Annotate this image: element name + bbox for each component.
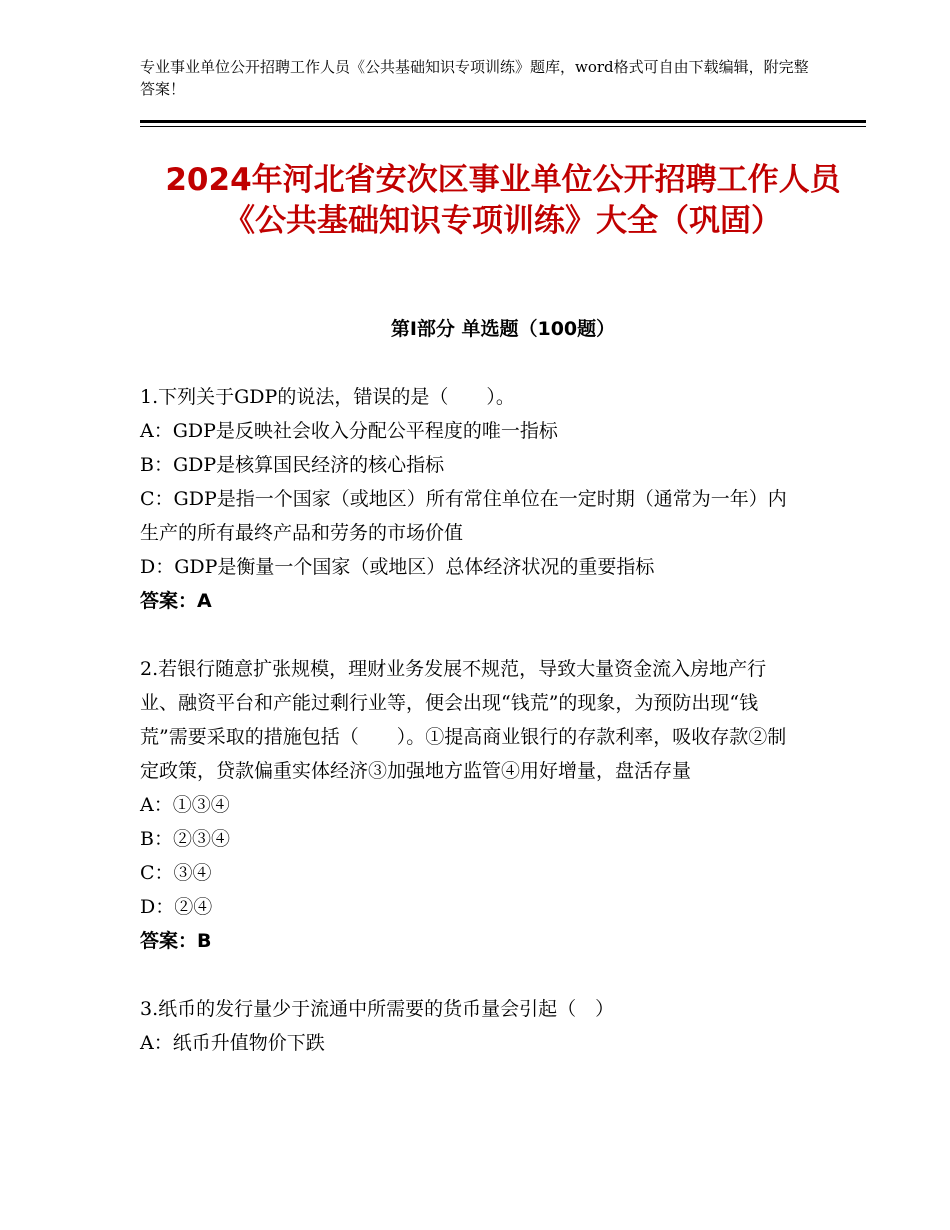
option-a: A：①③④ <box>140 794 230 816</box>
option-a: A：纸币升值物价下跌 <box>140 1032 325 1054</box>
document-title: 2024年河北省安次区事业单位公开招聘工作人员《公共基础知识专项训练》大全（巩固） <box>165 162 841 239</box>
question-3 <box>140 992 800 1060</box>
section-heading: 第Ⅰ部分 单选题（100题） <box>390 318 616 340</box>
header-rule-thick <box>140 120 866 123</box>
question-list <box>140 380 800 1094</box>
question-stem: 1.下列关于GDP的说法，错误的是（ ）。 <box>140 386 515 408</box>
question-1 <box>140 380 800 618</box>
option-c: C：GDP是指一个国家（或地区）所有常住单位在一定时期（通常为一年）内生产的所有最终产品和劳务的市场价值 <box>140 488 787 544</box>
option-b: B：②③④ <box>140 828 230 850</box>
option-d: D：GDP是衡量一个国家（或地区）总体经济状况的重要指标 <box>140 556 655 578</box>
question-2 <box>140 652 800 958</box>
answer-line: 答案：A <box>140 590 212 612</box>
question-stem: 2.若银行随意扩张规模，理财业务发展不规范，导致大量资金流入房地产行业、融资平台和产能过剩行业等，便会出现“钱荒”的现象，为预防出现“钱荒”需要采取的措施包括（ ）。①提高商业银行的存款利率，吸收存款②制定政策，贷款偏重实体经济③加强地方监管④用好增量，盘活存量 <box>140 658 787 782</box>
option-a: A：GDP是反映社会收入分配公平程度的唯一指标 <box>140 420 558 442</box>
answer-line: 答案：B <box>140 930 212 952</box>
question-stem: 3.纸币的发行量少于流通中所需要的货币量会引起（ ） <box>140 998 615 1020</box>
header-note: 专业事业单位公开招聘工作人员《公共基础知识专项训练》题库，word格式可自由下载编辑，附完整答案！ <box>140 58 809 98</box>
option-c: C：③④ <box>140 862 212 884</box>
option-b: B：GDP是核算国民经济的核心指标 <box>140 454 445 476</box>
header-rule-thin <box>140 126 866 127</box>
option-d: D：②④ <box>140 896 213 918</box>
